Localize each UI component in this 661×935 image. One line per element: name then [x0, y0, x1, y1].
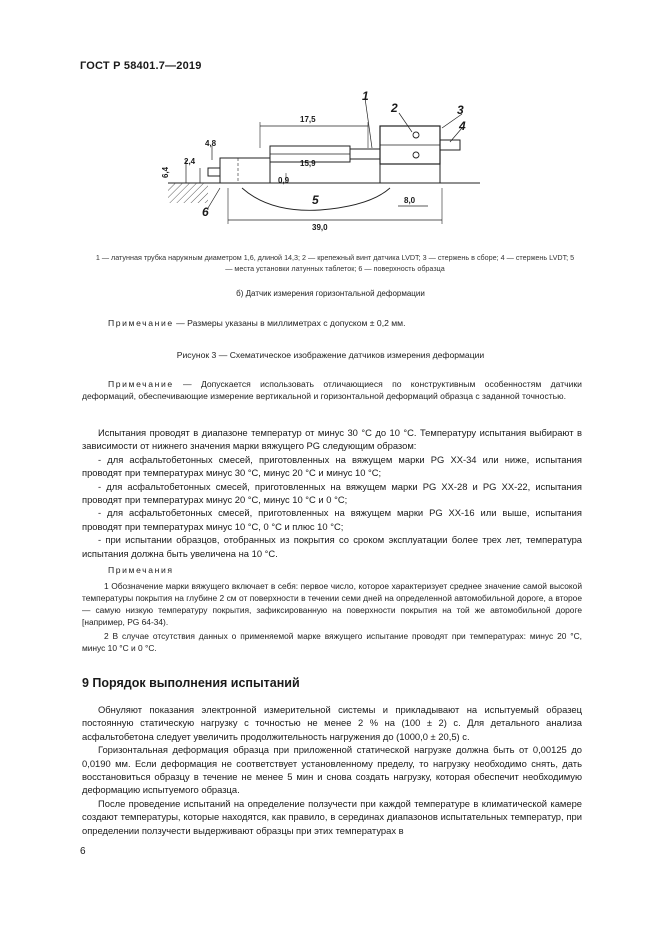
- document-header: ГОСТ Р 58401.7—2019: [80, 60, 202, 72]
- left-pad: [208, 168, 220, 176]
- hatched-surface: [168, 183, 208, 203]
- dim-8-0: 8,0: [404, 196, 416, 205]
- label-2: 2: [391, 101, 398, 115]
- note-sensors: [82, 378, 582, 402]
- label-5: 5: [312, 193, 319, 207]
- note-text: — Размеры указаны в миллиметрах с допуском ± 0,2 мм.: [173, 318, 406, 328]
- list-item: - для асфальтобетонных смесей, приготовленных на вяжущем марки PG XX-28 и PG XX-22, испытания проводят при температурах минус 20 °С, минус 10 °С и 0 °С;: [82, 480, 582, 506]
- dim-15-9: 15,9: [300, 159, 316, 168]
- sensor-figure: [150, 88, 480, 243]
- label-1: 1: [362, 89, 369, 103]
- note-text: — Допускается использовать отличающиеся по конструктивным особенностям датчики деформаций, обеспечивающие измерение вертикальной и горизонтальной деформаций образца с заданной точностью.: [82, 379, 582, 402]
- notes-list: [82, 580, 582, 656]
- dim-17-5: 17,5: [300, 115, 316, 124]
- note-label: Примечание: [108, 379, 174, 389]
- right-mount: [380, 164, 440, 183]
- dim-0-9: 0,9: [278, 176, 290, 185]
- paragraph: После проведение испытаний на определение ползучести при каждой температуре в климатической камере создают температуры, которые находятся, как правило, в серединах диапазонов испытательных температур, при определении ползучести выдерживают образцы при этих температурах в: [82, 797, 582, 836]
- note-dimensions: [108, 318, 405, 328]
- figure-subcaption: б) Датчик измерения горизонтальной деформации: [236, 289, 425, 298]
- dim-2-4: 2,4: [184, 157, 196, 166]
- note-item: 1 Обозначение марки вяжущего включает в себя: первое число, которое характеризует среднее значение самой высокой температуры покрытия на глубине 2 см от поверхности в течении семи дней на определенной автомобильной дороге, а второе — самую низкую температуру покрытия, зафиксированную на поверхности покрытия на той же автомобильной дороге [например, PG 64-34).: [82, 581, 582, 627]
- label-3: 3: [457, 103, 464, 117]
- note-label: Примечание: [108, 318, 174, 328]
- dim-4-8: 4,8: [205, 139, 217, 148]
- list-item: - для асфальтобетонных смесей, приготовленных на вяжущем марки PG XX-16 или выше, испытания проводят при температурах минус 10 °С, 0 °С и плюс 10 °С;: [82, 507, 582, 532]
- figure-legend: 1 — латунная трубка наружным диаметром 1,6, длиной 14,3; 2 — крепежный винт датчика LVDT; 3 — стержень в сборе; 4 — стержень LVDT; 5 — места установки латунных таблеток; 6 — поверхность образца: [95, 253, 575, 273]
- dim-39-0: 39,0: [312, 223, 328, 232]
- label-6: 6: [202, 205, 209, 219]
- label-4: 4: [459, 119, 466, 133]
- notes-heading: Примечания: [108, 565, 174, 575]
- sensor-diagram: [150, 88, 480, 238]
- paragraph: Испытания проводят в диапазоне температур от минус 30 °С до 10 °С. Температуру испытания выбирают в зависимости от нижнего значения марки вяжущего PG следующим образом:: [82, 427, 582, 452]
- test-temperature-paragraphs: [82, 426, 582, 560]
- page-number: 6: [80, 846, 86, 857]
- figure-title: Рисунок 3 — Схематическое изображение датчиков измерения деформации: [176, 350, 485, 360]
- paragraph: Горизонтальная деформация образца при приложенной статической нагрузке должна быть от 0,00125 до 0,0190 мм. Если деформация не соответствует установленному пределу, то нагрузку необходимо снять, дать восстановиться образцу в течение не менее 5 мин и снова создать нагрузку, которая обеспечит необходимую деформацию испытуемого образца.: [82, 744, 582, 796]
- paragraph: Обнуляют показания электронной измерительной системы и прикладывают на испытуемый образец постоянную статическую нагрузку с точностью не менее 2 % на (100 ± 2) с. Для детального анализа асфальтобетона следует увеличить продолжительность нагружения до (1000,0 ± 20,5) с.: [82, 704, 582, 742]
- list-item: - для асфальтобетонных смесей, приготовленных на вяжущем марки PG XX-34 или ниже, испытания проводят при температурах минус 30 °С, минус 20 °С и минус 10 °С;: [82, 453, 582, 479]
- procedure-paragraphs: [82, 703, 582, 837]
- left-mount: [220, 158, 270, 183]
- dim-6-4: 6,4: [161, 166, 170, 178]
- section-title: 9 Порядок выполнения испытаний: [82, 676, 300, 690]
- note-item: 2 В случае отсутствия данных о применяемой марке вяжущего испытание проводят при температурах: минус 20 °С, минус 10 °С и 0 °С.: [82, 631, 582, 653]
- list-item: - при испытании образцов, отобранных из покрытия со сроком эксплуатации более трех лет, температура испытания должна быть увеличена на 10 °С.: [82, 534, 582, 559]
